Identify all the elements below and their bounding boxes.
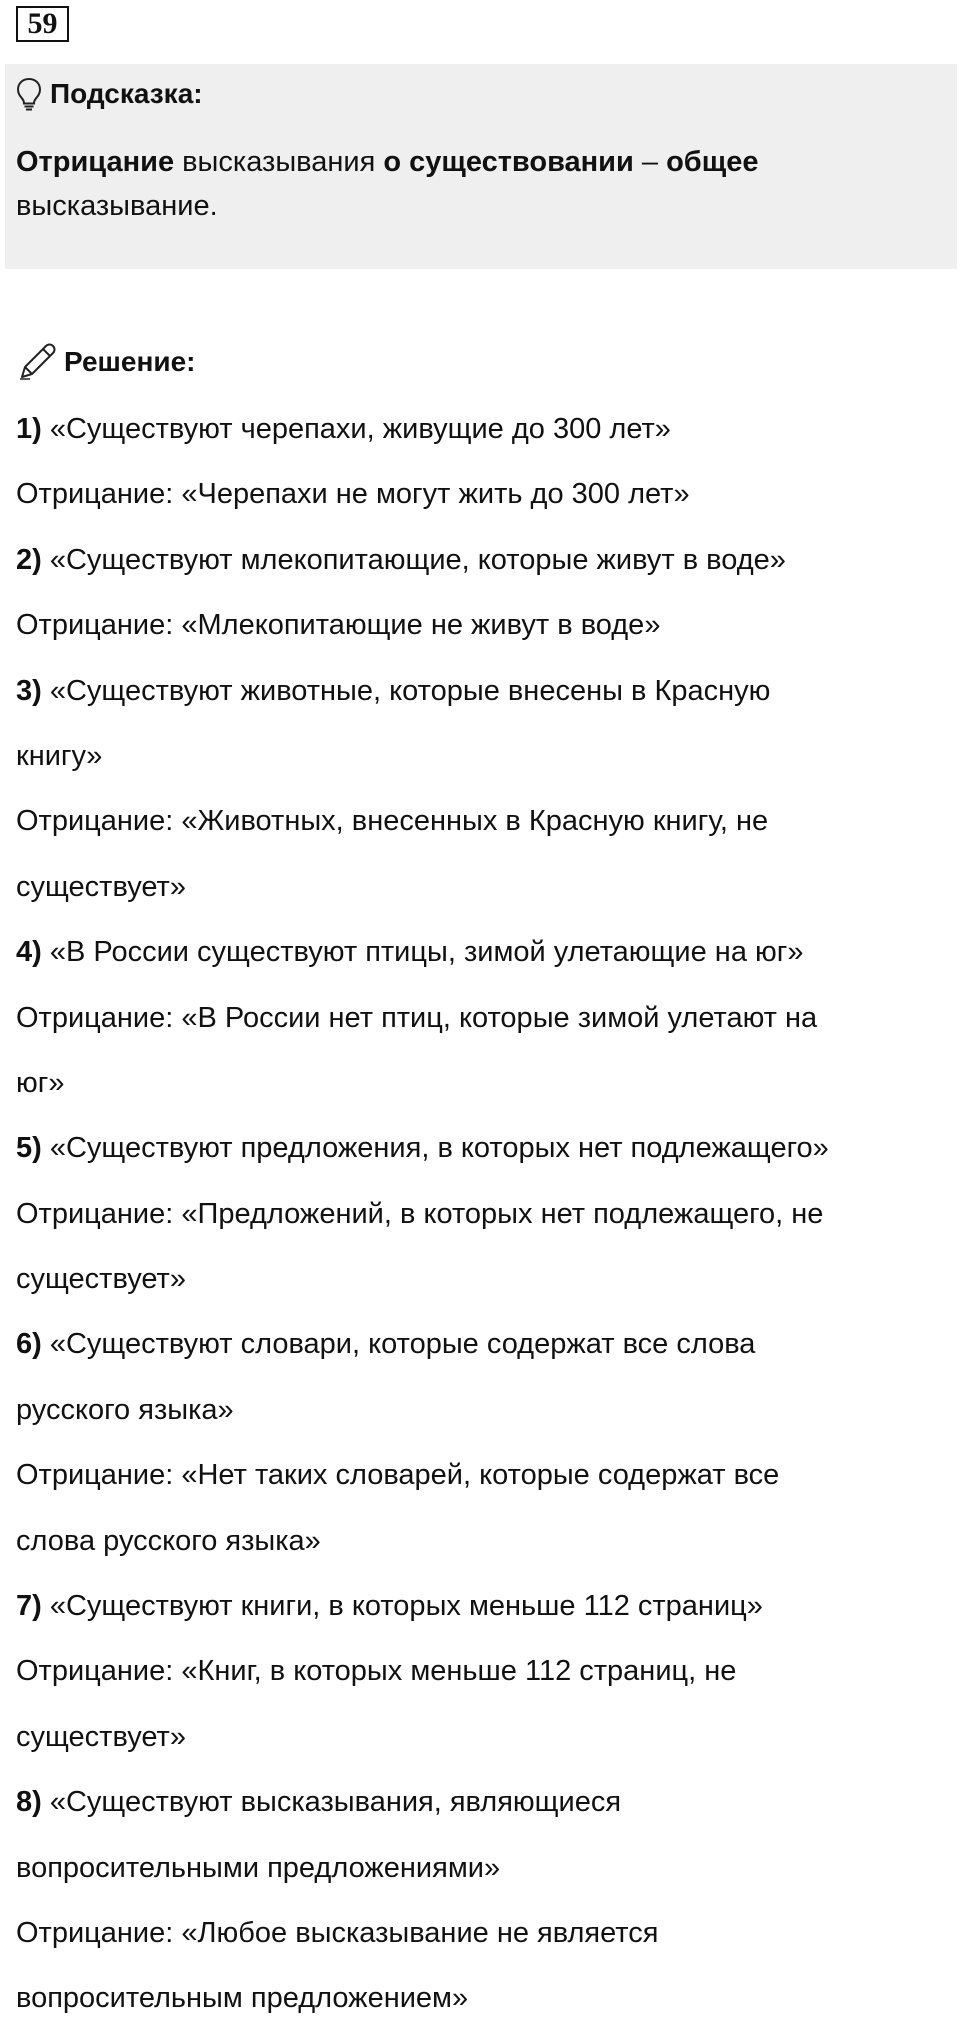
solution-line [16,731,951,796]
line-text: существует» [16,1720,186,1753]
hint-title: Подсказка: [50,78,203,109]
item-number: 5) [16,1132,42,1165]
solution-line [16,1058,951,1123]
task-number-box [16,6,69,42]
hint-bold-1: Отрицание [16,146,175,178]
solution-line [16,1908,951,1973]
solution-line [16,862,951,927]
hint-bold-2: о существовании [383,146,634,178]
line-text: вопросительным предложением» [16,1982,469,2015]
line-text: существует» [16,870,186,903]
line-text: Отрицание: «Черепахи не могут жить до 300 лет» [16,478,690,511]
line-text: «Существуют животные, которые внесены в Красную [41,674,771,707]
line-text: «Существуют черепахи, живущие до 300 лет» [41,413,671,445]
line-text: юг» [16,1066,65,1099]
solution-line [16,1385,951,1450]
item-number: 6) [16,1328,42,1361]
line-text: «Существуют млекопитающие, которые живут в воде» [41,543,786,576]
solution-line [16,1777,951,1842]
solution-line [16,1843,951,1908]
item-number: 2) [16,543,42,576]
solution-header [16,340,195,384]
solution-line [16,796,951,861]
item-number: 8) [16,1786,42,1819]
solution-line [16,535,951,600]
solution-line [16,404,951,469]
pencil-icon [16,341,58,383]
solution-line [16,469,951,534]
solution-line [16,1450,951,1515]
hint-text [16,140,916,228]
item-number: 1) [16,413,42,445]
item-number: 3) [16,674,42,707]
line-text: «Существуют словари, которые содержат все слова [41,1328,756,1361]
line-text: Отрицание: «Книг, в которых меньше 112 страниц, не [16,1655,737,1688]
line-text: русского языка» [16,1393,234,1426]
hint-normal-2: – [633,146,667,178]
solution-line [16,1189,951,1254]
task-number: 59 [27,7,58,40]
line-text: «Существуют предложения, в которых нет подлежащего» [41,1132,829,1165]
solution-line [16,1254,951,1319]
solution-title: Решение: [64,346,196,377]
line-text: «В России существуют птицы, зимой улетающие на юг» [41,936,804,969]
solution-line [16,1712,951,1777]
line-text: Отрицание: «Любое высказывание не является [16,1916,659,1949]
hint-header [16,76,203,112]
line-text: «Существуют высказывания, являющиеся [41,1786,622,1819]
solution-line [16,1973,951,2038]
solution-line [16,1581,951,1646]
solution-line [16,1646,951,1711]
hint-normal-1: высказывания [174,146,384,178]
line-text: Отрицание: «Нет таких словарей, которые содержат все [16,1459,780,1492]
line-text: Отрицание: «Животных, внесенных в Красную книгу, не [16,805,769,838]
solution-line [16,1123,951,1188]
solution-text [16,404,951,2039]
line-text: Отрицание: «В России нет птиц, которые зимой улетают на [16,1001,818,1034]
item-number: 7) [16,1590,42,1623]
hint-bold-3: общее [666,146,759,178]
hint-line-2: высказывание. [16,190,218,222]
solution-line [16,927,951,992]
line-text: слова русского языка» [16,1524,321,1557]
line-text: вопросительными предложениями» [16,1851,501,1884]
line-text: «Существуют книги, в которых меньше 112 страниц» [41,1590,763,1623]
solution-line [16,1319,951,1384]
item-number: 4) [16,936,42,969]
solution-line [16,600,951,665]
lightbulb-icon [16,77,42,111]
solution-line [16,666,951,731]
line-text: Отрицание: «Предложений, в которых нет подлежащего, не [16,1197,824,1230]
solution-line [16,993,951,1058]
line-text: книгу» [16,739,103,772]
solution-line [16,1516,951,1581]
line-text: Отрицание: «Млекопитающие не живут в воде» [16,609,661,642]
line-text: существует» [16,1263,186,1296]
